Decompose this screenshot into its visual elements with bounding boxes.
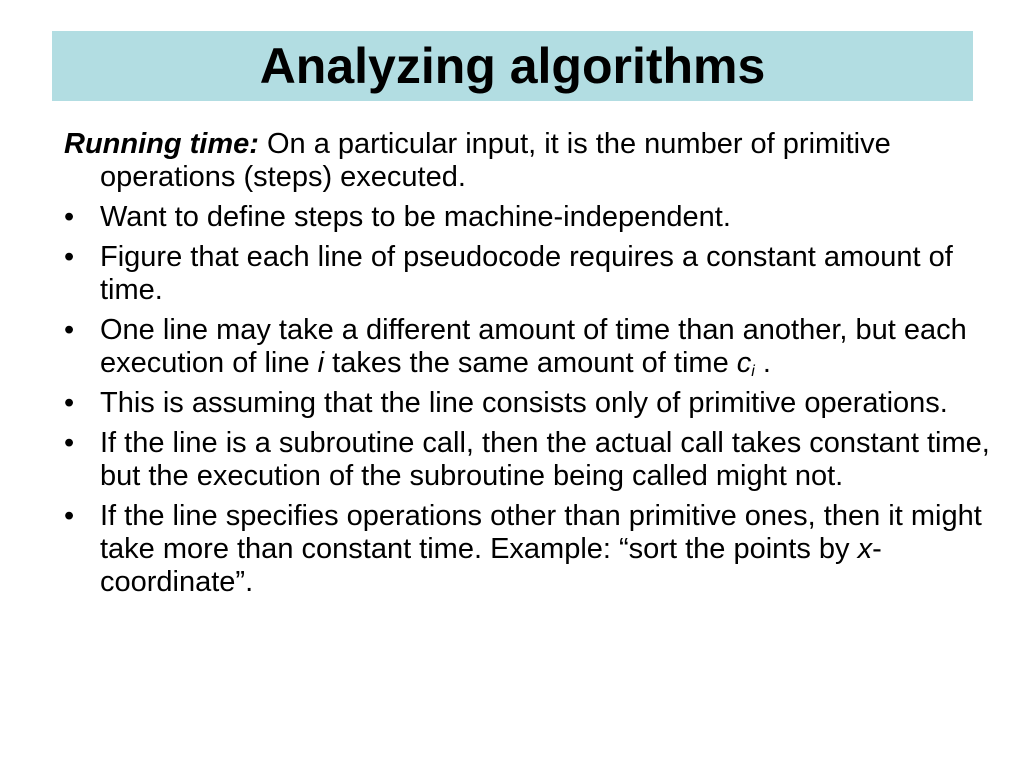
bullet-text: Want to define steps to be machine-independent. [100,201,731,233]
bullet-text: . [754,347,771,379]
bullet-item [64,201,994,234]
bullet-text: One line may take a different amount of time than another, but each execution of line [100,314,967,379]
bullet-item [64,387,994,420]
subscript-i: i [751,363,755,380]
bullet-text: takes the same amount of time [324,347,737,379]
bullet-icon: • [64,427,75,459]
variable-x: x [857,533,873,565]
definition-term: Running time: [64,128,259,160]
bullet-text: If the line specifies operations other than primitive ones, then it might take more than constant time. Example: “sort the points by [100,500,982,565]
definition-text: On a particular input, it is the number of primitive operations (steps) executed. [100,128,891,193]
bullet-text: -coordinate”. [100,533,882,598]
bullet-item [64,314,994,380]
variable-i: i [317,347,325,379]
bullet-list [64,201,994,599]
bullet-text: If the line is a subroutine call, then the actual call takes constant time, but the execution of the subroutine being called might not. [100,427,990,492]
bullet-icon: • [64,500,75,532]
variable-c: c [736,347,752,379]
bullet-text: This is assuming that the line consists only of primitive operations. [100,387,948,419]
bullet-icon: • [64,201,75,233]
bullet-icon: • [64,241,75,273]
bullet-item [64,500,994,599]
bullet-item [64,241,994,307]
bullet-icon: • [64,314,75,346]
slide-title: Analyzing algorithms [259,38,766,94]
bullet-item [64,427,994,493]
title-banner [52,31,973,101]
bullet-icon: • [64,387,75,419]
slide-body [64,128,994,606]
bullet-text: Figure that each line of pseudocode requires a constant amount of time. [100,241,953,306]
running-time-definition [64,128,994,194]
